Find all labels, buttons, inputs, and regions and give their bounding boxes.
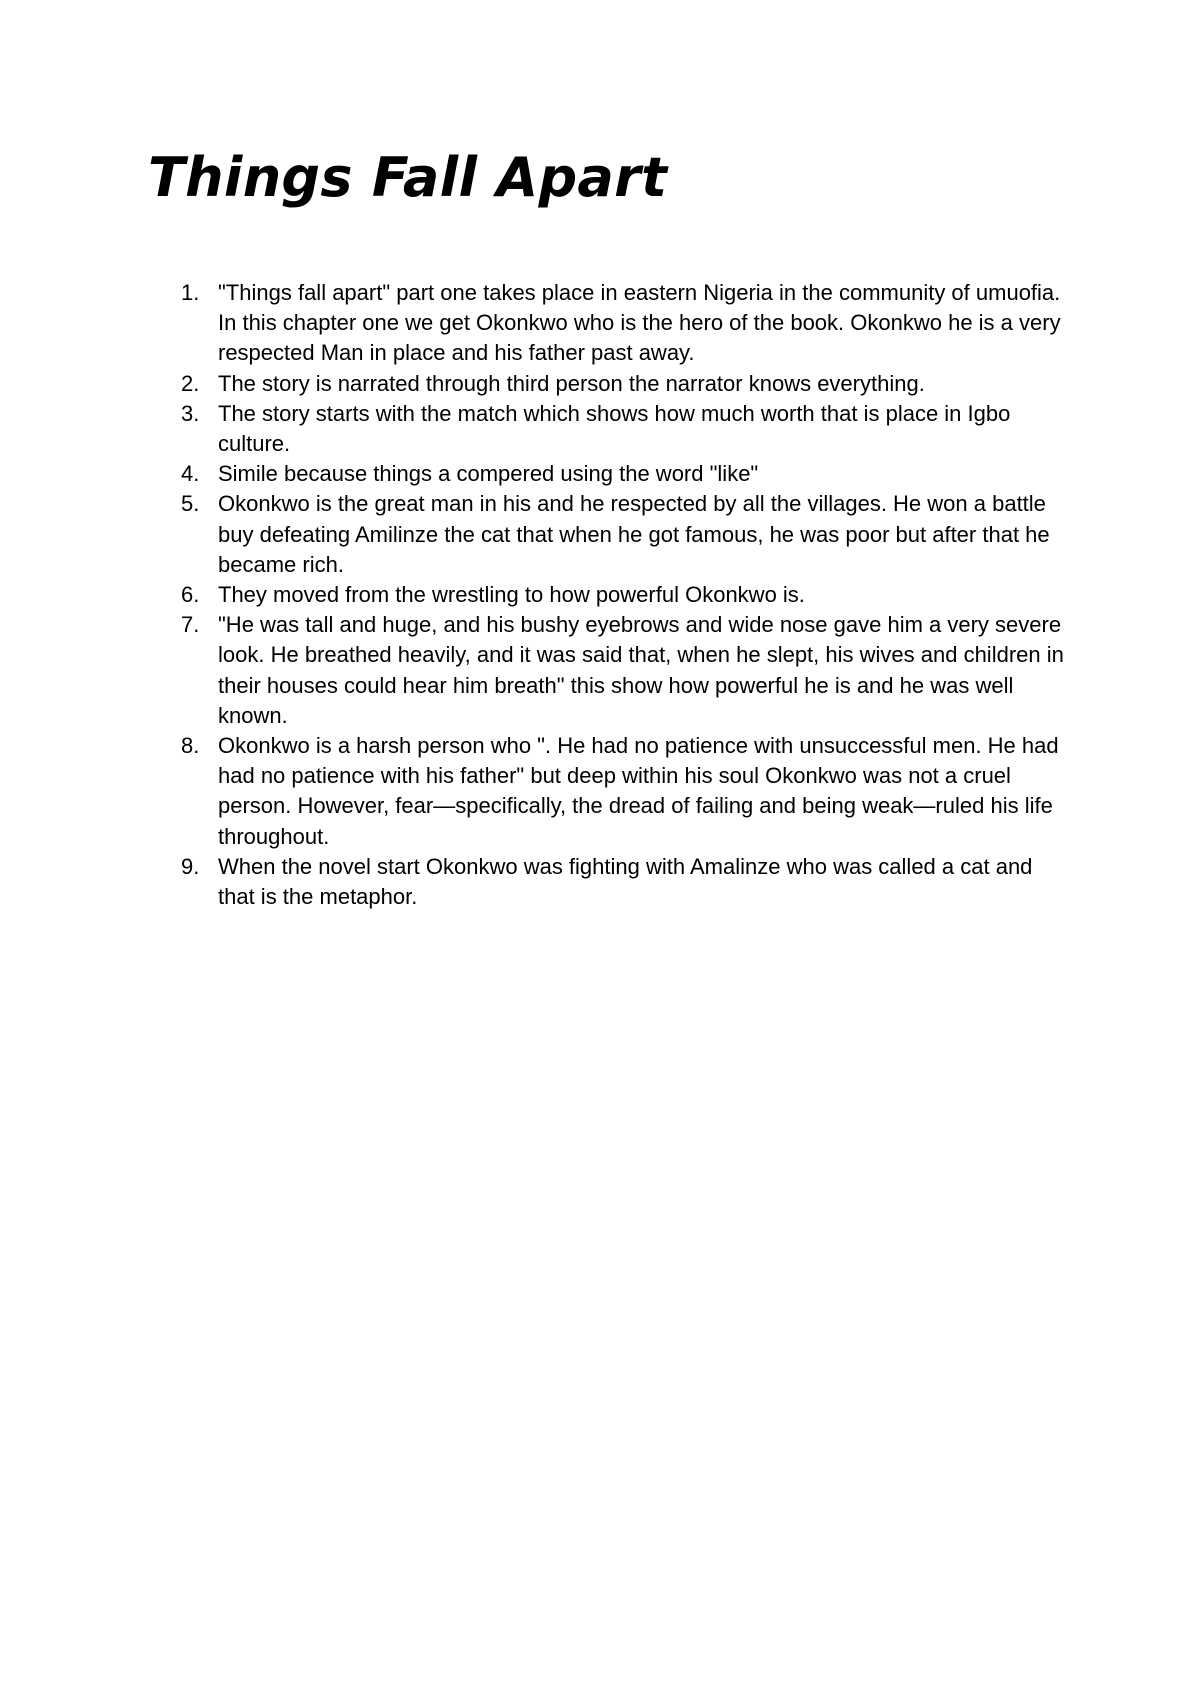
list-item (0, 459, 1074, 489)
list-item-text: When the novel start Okonkwo was fighting with Amalinze who was called a cat and that is the metaphor. (218, 853, 1033, 910)
list-item-number: 6. (181, 582, 200, 608)
list-item-text: Okonkwo is the great man in his and he respected by all the villages. He won a battle buy defeating Amilinze the cat that when he got famous, he was poor but after that he became rich. (218, 491, 1050, 577)
list-item-number: 2. (181, 370, 200, 396)
list-item (0, 610, 1074, 731)
list-item (0, 489, 1074, 580)
list-item-number: 1. (181, 280, 200, 305)
list-item-text: Simile because things a compered using the word "like" (218, 461, 759, 487)
list-item-text: "He was tall and huge, and his bushy eyebrows and wide nose gave him a very severe look. He breathed heavily, and it was said that, when he slept, his wives and children in their houses could hear him breath" this show how powerful he is and he was well known. (218, 612, 1064, 728)
list-item-number: 9. (181, 853, 200, 879)
list-item (0, 278, 1074, 369)
list-item-text: The story is narrated through third person the narrator knows everything. (218, 370, 925, 396)
list-item (0, 731, 1074, 852)
numbered-list (0, 278, 1200, 912)
list-item-text: The story starts with the match which shows how much worth that is place in Igbo culture. (218, 400, 1011, 457)
list-item-number: 4. (181, 461, 200, 487)
list-item-number: 7. (181, 612, 200, 638)
list-item-number: 3. (181, 400, 200, 426)
list-item-text: "Things fall apart" part one takes place in eastern Nigeria in the community of umuofia. In this chapter one we get Okonkwo who is the hero of the book. Okonkwo he is a very respected Man in place and his father past away. (218, 280, 1061, 366)
list-item-number: 5. (181, 491, 200, 517)
document-title: Things Fall Apart (148, 146, 668, 209)
list-item (0, 852, 1074, 912)
list-item (0, 369, 1074, 399)
list-item (0, 580, 1074, 610)
list-item-number: 8. (181, 733, 200, 759)
list-item-text: They moved from the wrestling to how powerful Okonkwo is. (218, 582, 805, 608)
list-item-text: Okonkwo is a harsh person who ". He had no patience with unsuccessful men. He had had no patience with his father" but deep within his soul Okonkwo was not a cruel person. However, fear—specifically, the dread of failing and being weak—ruled his life throughout. (218, 733, 1059, 849)
list-item (0, 399, 1074, 459)
